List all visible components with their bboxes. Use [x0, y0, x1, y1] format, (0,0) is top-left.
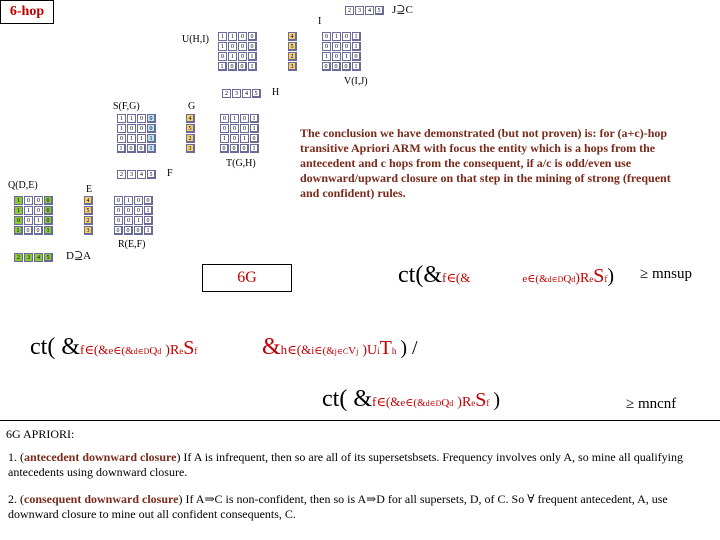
- mncnf-label: ≥ mncnf: [626, 396, 677, 412]
- matrix-q-cell: 0: [24, 226, 33, 235]
- rule-1-text: ) If A is infrequent, then so are all of its supersetsbsets. Frequency involves only A, so mine all qualifying antecedents using downward closure.: [8, 450, 684, 479]
- matrix-u-cell: 1: [248, 62, 257, 71]
- matrix-v-cell: 0: [342, 62, 351, 71]
- j-header-cell: 5: [375, 6, 384, 15]
- matrix-r-cell: 0: [124, 216, 133, 225]
- e-sub: e∈(&: [108, 345, 134, 357]
- matrix-s-cell: 1: [117, 144, 126, 153]
- d-sub: d∈D: [133, 347, 150, 356]
- matrix-q-cell: 0: [44, 206, 53, 215]
- close-paren: ): [493, 389, 501, 411]
- d-sym: d: [571, 275, 576, 284]
- matrix-q-cell: 0: [44, 216, 53, 225]
- matrix-v: [322, 32, 361, 71]
- matrix-v-cell: 1: [352, 62, 361, 71]
- q-sym: Q: [149, 345, 158, 357]
- matrix-v-cell: 0: [332, 62, 341, 71]
- matrix-q-cell: 0: [14, 216, 23, 225]
- j-header-cell: 3: [355, 6, 364, 15]
- matrix-r-cell: 0: [134, 206, 143, 215]
- h-label: H: [272, 87, 280, 98]
- matrix-q-cell: 0: [24, 216, 33, 225]
- matrix-u-cell: 0: [248, 42, 257, 51]
- matrix-v-cell: 0: [332, 52, 341, 61]
- matrix-r-cell: 0: [114, 226, 123, 235]
- matrix-s-cell: 1: [137, 134, 146, 143]
- side-label-cell: 4: [288, 32, 297, 41]
- d-header: [14, 253, 53, 262]
- f-sub: f∈(&: [441, 270, 471, 285]
- mnsup-label: ≥ mnsup: [640, 266, 692, 282]
- amp-sym: &: [262, 334, 281, 360]
- f-header-cell: 3: [127, 170, 136, 179]
- j-sym: j: [356, 347, 359, 356]
- box-6g: 6G: [202, 264, 292, 292]
- matrix-u-cell: 0: [238, 42, 247, 51]
- r-sym: )R: [575, 271, 590, 286]
- d-sym: d: [449, 399, 454, 408]
- h-sym: h: [391, 346, 397, 356]
- matrix-t-cell: 1: [250, 124, 259, 133]
- h-header-cell: 2: [222, 89, 231, 98]
- matrix-s-cell: 0: [137, 124, 146, 133]
- side-labels-q: [84, 196, 93, 235]
- s-sym: S: [475, 389, 487, 411]
- side-label-cell: 4: [186, 114, 195, 123]
- h-header-cell: 5: [252, 89, 261, 98]
- matrix-t-cell: 1: [230, 114, 239, 123]
- matrix-u-cell: 1: [218, 42, 227, 51]
- matrix-v-cell: 1: [342, 52, 351, 61]
- matrix-s-cell: 1: [117, 124, 126, 133]
- matrix-r-cell: 1: [124, 196, 133, 205]
- f-sym: f: [194, 346, 198, 356]
- matrix-v-cell: 1: [322, 52, 331, 61]
- matrix-v-cell: 0: [322, 32, 331, 41]
- matrix-v-cell: 0: [322, 62, 331, 71]
- side-label-cell: 5: [84, 206, 93, 215]
- side-labels-s: [186, 114, 195, 153]
- matrix-r-cell: 0: [134, 196, 143, 205]
- matrix-q-cell: 0: [34, 196, 43, 205]
- side-label-cell: 5: [186, 124, 195, 133]
- matrix-t-cell: 0: [240, 144, 249, 153]
- matrix-t-cell: 0: [230, 134, 239, 143]
- matrix-t-cell: 0: [230, 144, 239, 153]
- u-sym: )U: [362, 343, 378, 358]
- matrix-q-cell: 1: [44, 226, 53, 235]
- matrix-u-cell: 1: [228, 52, 237, 61]
- matrix-s-cell: 0: [127, 144, 136, 153]
- t-sym: T: [379, 337, 392, 359]
- matrix-q: [14, 196, 53, 235]
- matrix-r-cell: 0: [144, 216, 153, 225]
- f-sym: f: [604, 274, 608, 284]
- matrix-v-cell: 1: [332, 32, 341, 41]
- close-paren: ): [607, 265, 615, 287]
- matrix-q-cell: 0: [34, 206, 43, 215]
- d-header-cell: 2: [14, 253, 23, 262]
- u-label: U(H,I): [182, 34, 209, 45]
- matrix-u-cell: 0: [248, 32, 257, 41]
- apriori-section: [0, 420, 720, 522]
- side-label-cell: 2: [84, 216, 93, 225]
- t-label: T(G,H): [226, 158, 256, 169]
- matrix-r-cell: 0: [114, 196, 123, 205]
- j-header: [345, 6, 384, 15]
- s-sym: S: [593, 265, 605, 287]
- f-label: F: [167, 168, 173, 179]
- matrix-u-cell: 0: [228, 62, 237, 71]
- formula-confidence: [322, 386, 500, 413]
- matrix-s-cell: 0: [127, 124, 136, 133]
- matrix-r-cell: 0: [114, 206, 123, 215]
- j-sub: j∈C: [334, 347, 349, 356]
- q-label: Q(D,E): [8, 180, 38, 191]
- conclusion-paragraph: The conclusion we have demonstrated (but not proven) is: for (a+c)-hop transitive Apriori ARM with focus the entity which is a hops from the antecedent and c hops from the consequent, if a/c is odd/even use downward/upward closure on that step in the mining of strong (frequent and confident) rules.: [300, 126, 671, 200]
- rule-2: [8, 492, 720, 522]
- section-title: 6G APRIORI:: [6, 427, 75, 441]
- f-sub: f∈(&: [79, 342, 109, 357]
- matrix-q-cell: 0: [44, 196, 53, 205]
- matrix-u-cell: 0: [238, 32, 247, 41]
- conclusion-text: [300, 126, 678, 201]
- e-sym: e: [589, 274, 594, 284]
- f-header-cell: 5: [147, 170, 156, 179]
- f-sym: f: [486, 398, 490, 408]
- f-header: [117, 170, 156, 179]
- s-label: S(F,G): [113, 101, 140, 112]
- matrix-s: [117, 114, 156, 153]
- matrix-q-cell: 0: [24, 196, 33, 205]
- matrix-t-cell: 0: [220, 144, 229, 153]
- matrix-v-cell: 0: [352, 52, 361, 61]
- matrix-v-cell: 1: [352, 32, 361, 41]
- matrix-r-cell: 0: [144, 196, 153, 205]
- matrix-v-cell: 1: [352, 42, 361, 51]
- side-label-cell: 2: [186, 134, 195, 143]
- i-label: I: [318, 16, 322, 27]
- h-sub: h∈(&: [280, 342, 312, 357]
- matrix-u-cell: 1: [218, 32, 227, 41]
- side-label-cell: 5: [288, 42, 297, 51]
- h-header-cell: 4: [242, 89, 251, 98]
- matrix-s-cell: 0: [147, 114, 156, 123]
- matrix-t-cell: 1: [220, 134, 229, 143]
- matrix-r-cell: 1: [144, 206, 153, 215]
- matrix-t-cell: 1: [240, 134, 249, 143]
- matrix-q-cell: 1: [34, 216, 43, 225]
- side-label-cell: 4: [84, 196, 93, 205]
- matrix-t-cell: 0: [250, 134, 259, 143]
- i-sub: i∈(&: [311, 345, 335, 357]
- formula-support: [398, 262, 614, 289]
- matrix-q-cell: 1: [14, 206, 23, 215]
- matrix-v-cell: 0: [342, 42, 351, 51]
- e-sym: e: [179, 346, 184, 356]
- matrix-u-cell: 0: [238, 62, 247, 71]
- formula-h: [262, 334, 418, 361]
- matrix-r-cell: 0: [114, 216, 123, 225]
- matrix-u-cell: 1: [228, 32, 237, 41]
- matrix-s-cell: 1: [147, 134, 156, 143]
- matrix-q-cell: 1: [14, 196, 23, 205]
- matrix-u-cell: 0: [238, 52, 247, 61]
- matrix-q-cell: 0: [34, 226, 43, 235]
- matrix-u: [218, 32, 257, 71]
- d-sub: d∈D: [547, 275, 564, 284]
- matrix-s-cell: 0: [137, 144, 146, 153]
- d-header-cell: 4: [34, 253, 43, 262]
- i-sym: i: [377, 346, 380, 356]
- ct-text: ct(&: [398, 262, 442, 288]
- f-sub: f∈(&: [371, 394, 401, 409]
- matrix-s-cell: 1: [147, 144, 156, 153]
- side-label-cell: 3: [288, 62, 297, 71]
- r-sym: )R: [165, 343, 180, 358]
- d-header-cell: 5: [44, 253, 53, 262]
- r-sym: )R: [457, 395, 472, 410]
- matrix-q-cell: 1: [14, 226, 23, 235]
- matrix-u-cell: 0: [218, 52, 227, 61]
- formula-left: [30, 334, 197, 361]
- ct-text: ct( &: [322, 386, 372, 412]
- ct-text: ct( &: [30, 334, 80, 360]
- side-label-cell: 2: [288, 52, 297, 61]
- matrix-u-cell: 1: [218, 62, 227, 71]
- d-sym: d: [157, 347, 162, 356]
- matrix-s-cell: 1: [127, 114, 136, 123]
- j-header-cell: 4: [365, 6, 374, 15]
- matrix-s-cell: 1: [117, 114, 126, 123]
- f-header-cell: 2: [117, 170, 126, 179]
- matrix-r-cell: 0: [124, 226, 133, 235]
- matrix-u-cell: 0: [228, 42, 237, 51]
- side-label-cell: 3: [186, 144, 195, 153]
- q-sym: Q: [441, 397, 450, 409]
- matrix-r-cell: 1: [134, 216, 143, 225]
- side-label-cell: 3: [84, 226, 93, 235]
- f-header-cell: 4: [137, 170, 146, 179]
- matrix-s-cell: 0: [137, 114, 146, 123]
- matrix-s-cell: 0: [117, 134, 126, 143]
- e-label: E: [86, 184, 93, 195]
- matrix-t-cell: 0: [220, 124, 229, 133]
- v-label: V(I,J): [344, 76, 368, 87]
- matrix-r-cell: 0: [134, 226, 143, 235]
- matrix-t-cell: 1: [250, 114, 259, 123]
- h-header: [222, 89, 261, 98]
- q-sym: Q: [563, 273, 572, 285]
- matrix-v-cell: 0: [332, 42, 341, 51]
- d-sub: d∈D: [425, 399, 442, 408]
- matrix-v-cell: 0: [342, 32, 351, 41]
- jc-label: J⊇C: [392, 4, 413, 16]
- matrix-r-cell: 0: [124, 206, 133, 215]
- matrix-s-cell: 0: [147, 124, 156, 133]
- matrix-t-cell: 0: [220, 114, 229, 123]
- matrix-s-cell: 1: [127, 134, 136, 143]
- rule-2-num: 2. (: [8, 492, 24, 506]
- side-labels-u: [288, 32, 297, 71]
- j-header-cell: 2: [345, 6, 354, 15]
- matrix-t-cell: 1: [250, 144, 259, 153]
- matrix-t-cell: 0: [240, 124, 249, 133]
- g-label: G: [188, 101, 196, 112]
- rule-1-num: 1. (: [8, 450, 24, 464]
- rule-1: [8, 450, 720, 480]
- e-sym: e: [471, 398, 476, 408]
- matrix-u-cell: 1: [248, 52, 257, 61]
- matrix-t-cell: 0: [240, 114, 249, 123]
- da-label: D⊇A: [66, 250, 92, 262]
- r-label: R(E,F): [118, 239, 146, 250]
- v-sym: V: [348, 345, 357, 357]
- d-header-cell: 3: [24, 253, 33, 262]
- matrix-q-cell: 1: [24, 206, 33, 215]
- e-sub: e∈(&: [522, 273, 548, 285]
- page-title: 6-hop: [0, 0, 54, 24]
- matrix-r-cell: 1: [144, 226, 153, 235]
- matrix-t-cell: 0: [230, 124, 239, 133]
- slash-sym: ) /: [400, 337, 418, 359]
- h-header-cell: 3: [232, 89, 241, 98]
- rule-2-highlight: consequent downward closure: [24, 492, 179, 506]
- matrix-r: [114, 196, 153, 235]
- s-sym: S: [183, 337, 195, 359]
- matrix-t: [220, 114, 259, 153]
- matrix-v-cell: 0: [322, 42, 331, 51]
- rule-2-text: ) If A⇒C is non-confident, then so is A⇒D for all supersets, D, of C. So ∀ frequent antecedent, A, use downward closure to mine out all confident consequents, C.: [8, 492, 668, 521]
- rule-1-highlight: antecedent downward closure: [24, 450, 177, 464]
- e-sub: e∈(&: [400, 397, 426, 409]
